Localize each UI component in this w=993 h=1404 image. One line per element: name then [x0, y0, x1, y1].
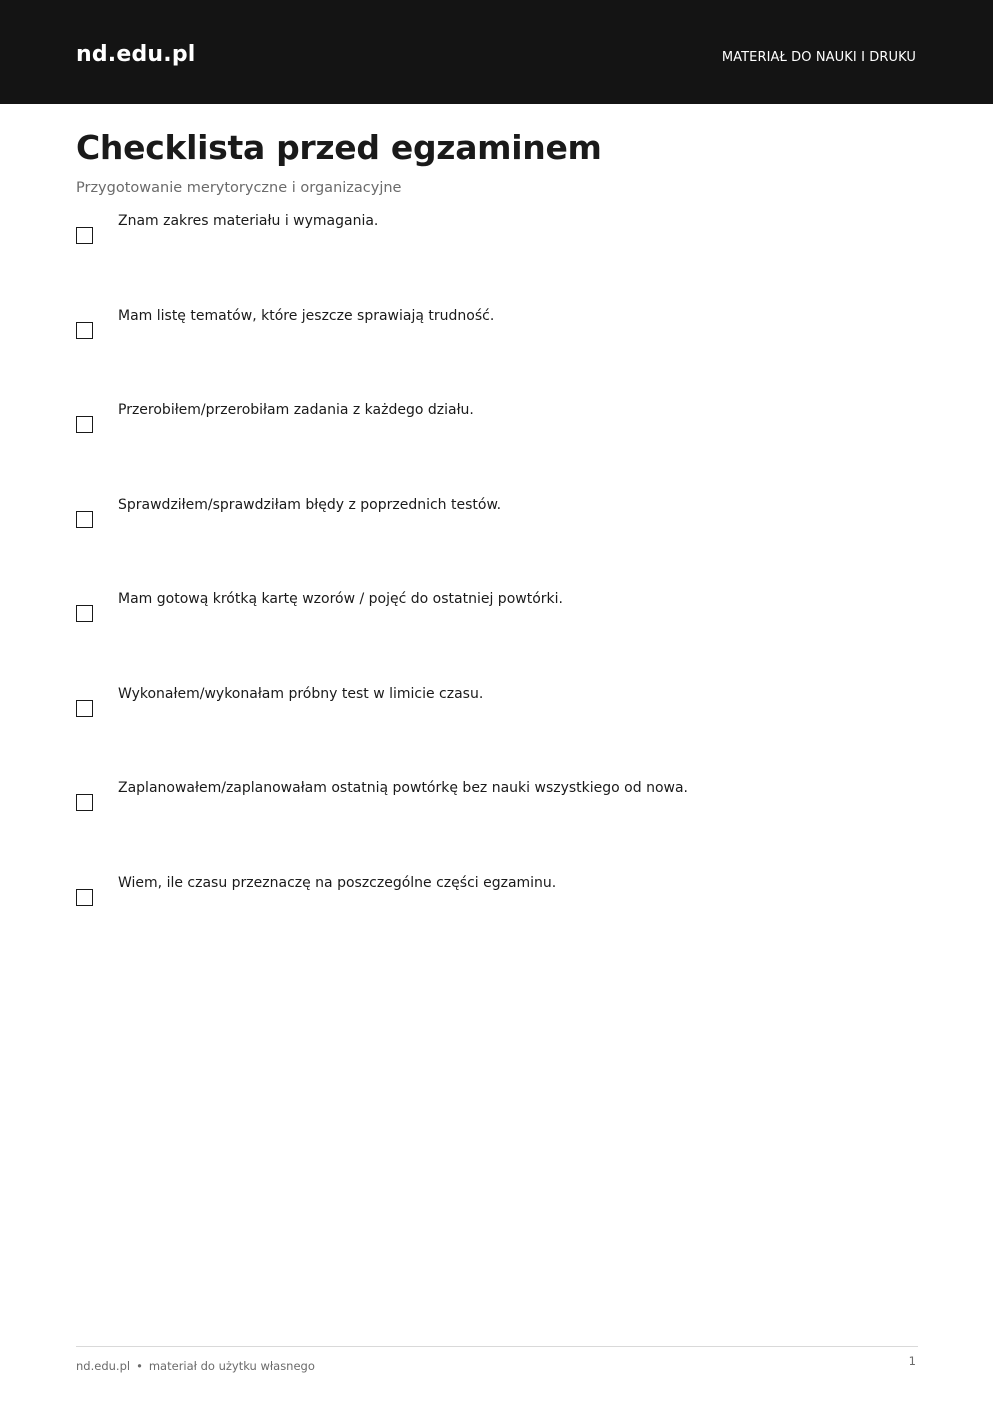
checkbox[interactable] — [76, 322, 93, 339]
checklist-item — [76, 305, 918, 400]
checkbox[interactable] — [76, 700, 93, 717]
checklist-item-label: Mam gotową krótką kartę wzorów / pojęć do ostatniej powtórki. — [118, 591, 563, 607]
checklist-item-label: Wykonałem/wykonałam próbny test w limicie czasu. — [118, 685, 484, 702]
footer-separator: • — [136, 1359, 143, 1373]
footer-note: materiał do użytku własnego — [148, 1359, 315, 1373]
footer-divider — [76, 1346, 918, 1347]
checkbox[interactable] — [76, 794, 93, 811]
footer-site: nd.edu.pl — [76, 1359, 131, 1373]
checklist-item-label: Zaplanowałem/zaplanowałam ostatnią powtórkę bez nauki wszystkiego od nowa. — [118, 780, 688, 796]
page-number: 1 — [908, 1354, 916, 1368]
checklist — [76, 210, 918, 966]
checkbox[interactable] — [76, 889, 93, 906]
checklist-item-label: Przerobiłem/przerobiłam zadania z każdego działu. — [118, 402, 474, 418]
checklist-item-label: Mam listę tematów, które jeszcze sprawiają trudność. — [118, 307, 495, 324]
checklist-item-label: Wiem, ile czasu przeznaczę na poszczególne części egzaminu. — [118, 874, 557, 891]
header-tagline: MATERIAŁ DO NAUKI I DRUKU — [721, 50, 916, 65]
checklist-item — [76, 399, 918, 494]
checklist-item — [76, 588, 918, 683]
checkbox[interactable] — [76, 227, 93, 244]
checklist-item — [76, 210, 918, 305]
page-title: Checklista przed egzaminem — [76, 128, 602, 167]
checklist-item — [76, 683, 918, 778]
checkbox[interactable] — [76, 605, 93, 622]
checklist-item — [76, 777, 918, 872]
site-brand[interactable]: nd.edu.pl — [76, 42, 196, 67]
checklist-item-label: Sprawdziłem/sprawdziłam błędy z poprzednich testów. — [118, 496, 502, 513]
checkbox[interactable] — [76, 416, 93, 433]
checkbox[interactable] — [76, 511, 93, 528]
top-bar — [0, 0, 993, 104]
checklist-item — [76, 872, 918, 967]
page-subtitle: Przygotowanie merytoryczne i organizacyjne — [76, 180, 402, 196]
footer-info — [76, 1358, 315, 1374]
checklist-item — [76, 494, 918, 589]
checklist-item-label: Znam zakres materiału i wymagania. — [118, 213, 379, 229]
